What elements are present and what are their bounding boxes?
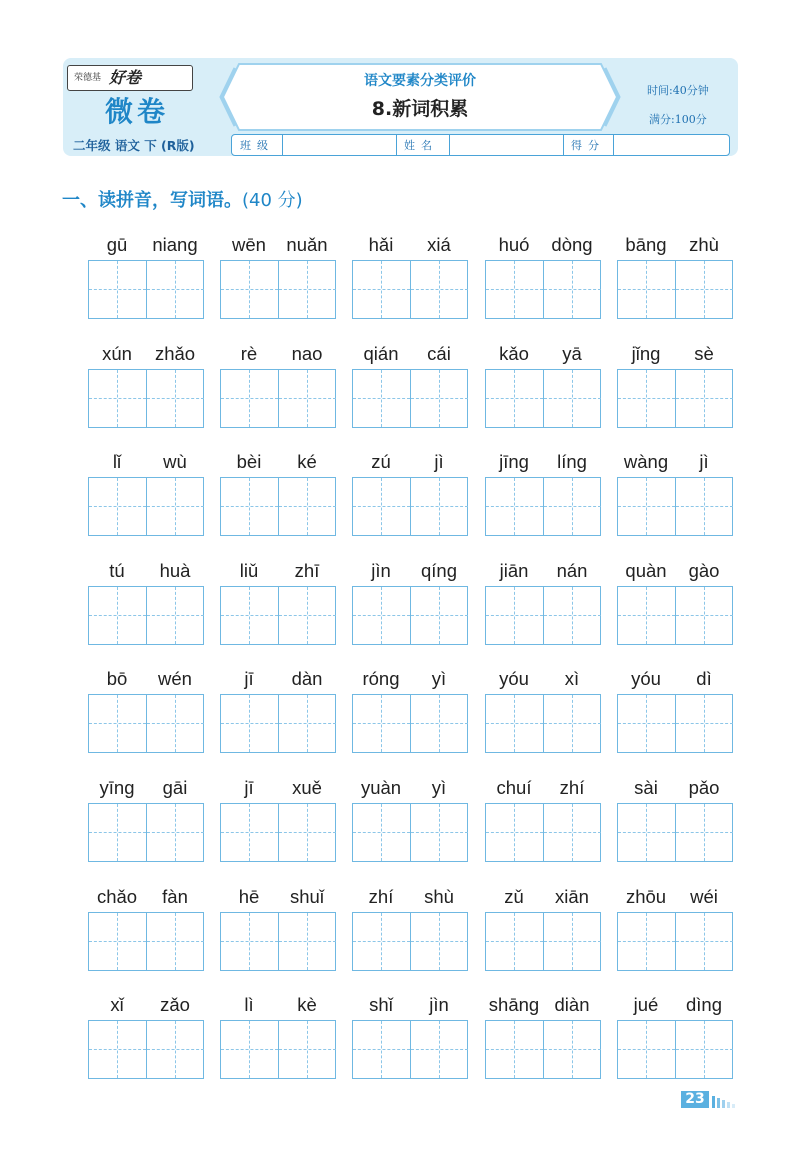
pinyin-syllable: liǔ [239,560,259,581]
pinyin-syllable: huà [159,560,191,581]
writing-cell[interactable] [410,913,467,970]
pinyin-syllable: jué [633,994,659,1015]
writing-cell[interactable] [278,587,335,644]
writing-cell[interactable] [618,695,675,752]
writing-cell[interactable] [278,913,335,970]
pinyin-syllable: yā [562,343,582,364]
writing-cell[interactable] [675,913,732,970]
pinyin-syllable: bō [106,668,128,689]
pinyin-syllable: zhī [294,560,320,581]
writing-cell[interactable] [410,261,467,318]
pinyin-syllable: quàn [625,560,667,581]
pinyin-syllable: dòng [551,234,593,255]
writing-cell[interactable] [89,261,146,318]
writing-cell[interactable] [486,587,543,644]
pinyin-syllable: yīng [99,777,135,798]
writing-cell[interactable] [278,370,335,427]
writing-cell[interactable] [89,478,146,535]
writing-cell[interactable] [353,1021,410,1078]
writing-grid [485,1020,601,1079]
writing-grid [220,694,336,753]
writing-cell[interactable] [221,804,278,861]
pinyin-syllable: niang [152,234,198,255]
writing-cell[interactable] [146,1021,203,1078]
pinyin-syllable: kè [297,994,317,1015]
writing-cell[interactable] [353,261,410,318]
pinyin-syllable: zhí [368,886,394,907]
writing-cell[interactable] [543,1021,600,1078]
writing-cell[interactable] [221,478,278,535]
writing-cell[interactable] [675,261,732,318]
writing-cell[interactable] [543,913,600,970]
writing-grid [88,912,204,971]
writing-cell[interactable] [146,370,203,427]
writing-cell[interactable] [543,478,600,535]
writing-grid [617,694,733,753]
writing-cell[interactable] [618,1021,675,1078]
pinyin-syllable: wén [158,668,192,689]
writing-grid [352,586,468,645]
name-label: 姓名 [404,139,438,152]
writing-cell[interactable] [146,804,203,861]
pinyin-syllable: lì [244,994,254,1015]
full-score: 满分:100分 [649,113,707,126]
pinyin-syllable: zú [371,451,391,472]
writing-grid [617,586,733,645]
pinyin-syllable: jī [244,668,254,689]
writing-grid [485,260,601,319]
pinyin-syllable: xǐ [110,994,124,1015]
pinyin-syllable: cái [427,343,451,364]
writing-grid [220,1020,336,1079]
writing-cell[interactable] [221,913,278,970]
pinyin-syllable: kǎo [499,343,529,364]
pinyin-syllable: huó [498,234,530,255]
writing-grid [617,260,733,319]
pinyin-syllable: bèi [236,451,262,472]
score-field[interactable] [613,135,727,155]
writing-cell[interactable] [486,695,543,752]
pinyin-syllable: lǐ [112,451,122,472]
pinyin-syllable: zhōu [625,886,667,907]
writing-cell[interactable] [89,370,146,427]
writing-grid [617,803,733,862]
writing-cell[interactable] [486,1021,543,1078]
writing-cell[interactable] [486,261,543,318]
writing-cell[interactable] [675,695,732,752]
writing-grid [485,477,601,536]
pinyin-syllable: jiān [499,560,529,581]
writing-grid [485,369,601,428]
writing-grid [220,586,336,645]
writing-cell[interactable] [353,804,410,861]
pinyin-syllable: zǔ [504,886,524,907]
writing-grid [352,912,468,971]
logo-small-text: 荣德基 [74,73,102,83]
pinyin-syllable: sài [634,777,658,798]
writing-grid [617,477,733,536]
writing-cell[interactable] [543,587,600,644]
pinyin-syllable: qián [363,343,399,364]
pinyin-syllable: zhù [689,234,719,255]
writing-cell[interactable] [410,478,467,535]
pinyin-syllable: wù [163,451,187,472]
writing-cell[interactable] [278,261,335,318]
writing-cell[interactable] [618,587,675,644]
class-label: 班级 [240,139,274,152]
writing-cell[interactable] [618,478,675,535]
writing-cell[interactable] [353,587,410,644]
pinyin-syllable: diàn [554,994,590,1015]
pinyin-syllable: nán [556,560,588,581]
writing-cell[interactable] [618,370,675,427]
pinyin-syllable: gāi [162,777,188,798]
pinyin-syllable: róng [362,668,400,689]
writing-cell[interactable] [543,804,600,861]
writing-grid [220,477,336,536]
writing-cell[interactable] [146,587,203,644]
writing-cell[interactable] [675,804,732,861]
pinyin-syllable: shù [424,886,454,907]
score-label-cell [563,135,614,155]
page-number: 23 [681,1091,709,1108]
pinyin-syllable: wēn [232,234,266,255]
pinyin-syllable: nao [291,343,323,364]
name-label-cell [396,135,450,155]
writing-grid [220,803,336,862]
writing-cell[interactable] [221,261,278,318]
writing-grid [352,477,468,536]
pinyin-syllable: xún [102,343,132,364]
worksheet-header [63,58,738,156]
pinyin-syllable: zhí [559,777,585,798]
pinyin-syllable: xì [564,668,580,689]
writing-cell[interactable] [675,1021,732,1078]
pinyin-syllable: xiá [427,234,451,255]
writing-cell[interactable] [618,261,675,318]
writing-grid [88,477,204,536]
pinyin-syllable: ké [297,451,317,472]
writing-cell[interactable] [410,587,467,644]
writing-cell[interactable] [410,370,467,427]
writing-grid [220,369,336,428]
pinyin-syllable: yóu [631,668,661,689]
writing-cell[interactable] [146,478,203,535]
pinyin-syllable: dì [696,668,712,689]
writing-grid [220,912,336,971]
pinyin-syllable: xiān [555,886,589,907]
pinyin-syllable: jì [699,451,709,472]
writing-cell[interactable] [221,1021,278,1078]
writing-grid [617,1020,733,1079]
grade-label: 二年级 语文 下 (R版) [73,138,195,153]
score-label: 得分 [571,139,605,152]
pinyin-syllable: jī [244,777,254,798]
section-points: (40 分) [242,190,303,211]
pinyin-syllable: shāng [488,994,540,1015]
pinyin-syllable: qíng [420,560,457,581]
pinyin-syllable: gū [106,234,128,255]
writing-grid [617,912,733,971]
pinyin-syllable: tú [109,560,125,581]
writing-grid [88,803,204,862]
brand-title: 微卷 [104,95,169,128]
pinyin-syllable: nuǎn [286,234,328,255]
pinyin-syllable: rè [240,343,258,364]
class-label-cell [232,135,283,155]
pinyin-syllable: shuǐ [290,886,324,907]
pinyin-syllable: pǎo [688,777,720,798]
section-instruction: 一、读拼音，写词语。 [62,190,242,211]
writing-cell[interactable] [221,370,278,427]
writing-cell[interactable] [410,695,467,752]
writing-grid [352,369,468,428]
logo-big-text: 好卷 [109,68,142,87]
writing-grid [485,694,601,753]
section-title [62,186,303,212]
writing-cell[interactable] [675,478,732,535]
writing-grid [88,369,204,428]
writing-grid [352,694,468,753]
writing-cell[interactable] [618,913,675,970]
writing-grid [88,260,204,319]
writing-cell[interactable] [89,804,146,861]
pinyin-syllable: yì [431,777,447,798]
writing-grid [220,260,336,319]
writing-cell[interactable] [89,587,146,644]
pinyin-syllable: dàn [291,668,323,689]
writing-cell[interactable] [486,804,543,861]
writing-grid [485,912,601,971]
pinyin-syllable: xuě [292,777,322,798]
writing-grid [88,586,204,645]
writing-cell[interactable] [89,695,146,752]
writing-cell[interactable] [353,370,410,427]
student-info-bar [231,134,730,156]
writing-cell[interactable] [278,695,335,752]
writing-cell[interactable] [410,804,467,861]
pinyin-syllable: yóu [499,668,529,689]
pinyin-syllable: jìn [371,560,391,581]
name-field[interactable] [449,135,564,155]
pinyin-syllable: zǎo [160,994,190,1015]
pinyin-syllable: gào [688,560,720,581]
writing-cell[interactable] [146,913,203,970]
writing-cell[interactable] [221,695,278,752]
writing-cell[interactable] [543,695,600,752]
writing-grid [352,803,468,862]
pinyin-syllable: zhǎo [154,343,196,364]
writing-cell[interactable] [410,1021,467,1078]
writing-cell[interactable] [278,478,335,535]
writing-grid [88,1020,204,1079]
pinyin-syllable: sè [694,343,714,364]
writing-cell[interactable] [146,695,203,752]
pinyin-syllable: jǐng [631,343,661,364]
pinyin-syllable: chǎo [96,886,138,907]
pinyin-syllable: hǎi [368,234,394,255]
writing-grid [485,586,601,645]
pinyin-syllable: wàng [623,451,669,472]
writing-cell[interactable] [353,478,410,535]
class-field[interactable] [282,135,397,155]
writing-cell[interactable] [486,370,543,427]
pinyin-syllable: yuàn [360,777,402,798]
pinyin-syllable: fàn [162,886,188,907]
pinyin-syllable: shǐ [369,994,393,1015]
pinyin-syllable: jīng [499,451,529,472]
page-decoration-bars [712,1094,740,1108]
pinyin-syllable: jì [434,451,444,472]
writing-cell[interactable] [353,913,410,970]
writing-cell[interactable] [486,913,543,970]
writing-grid [617,369,733,428]
pinyin-syllable: wéi [690,886,718,907]
writing-cell[interactable] [618,804,675,861]
pinyin-syllable: líng [557,451,587,472]
writing-cell[interactable] [543,261,600,318]
pinyin-syllable: bāng [625,234,667,255]
writing-cell[interactable] [278,1021,335,1078]
writing-cell[interactable] [543,370,600,427]
writing-grid [352,1020,468,1079]
writing-cell[interactable] [278,804,335,861]
pinyin-syllable: dìng [685,994,722,1015]
writing-cell[interactable] [675,587,732,644]
writing-cell[interactable] [221,587,278,644]
time-limit: 时间:40分钟 [647,84,709,97]
writing-cell[interactable] [89,913,146,970]
writing-grid [88,694,204,753]
pinyin-syllable: chuí [496,777,532,798]
writing-cell[interactable] [89,1021,146,1078]
writing-grid [485,803,601,862]
series-subtitle: 语文要素分类评价 [364,73,476,89]
writing-cell[interactable] [146,261,203,318]
writing-cell[interactable] [353,695,410,752]
writing-cell[interactable] [486,478,543,535]
pinyin-syllable: jìn [429,994,449,1015]
pinyin-syllable: yì [431,668,447,689]
writing-cell[interactable] [675,370,732,427]
publisher-logo [67,65,193,91]
pinyin-syllable: hē [238,886,260,907]
lesson-title: 8.新词积累 [371,98,469,120]
writing-grid [352,260,468,319]
